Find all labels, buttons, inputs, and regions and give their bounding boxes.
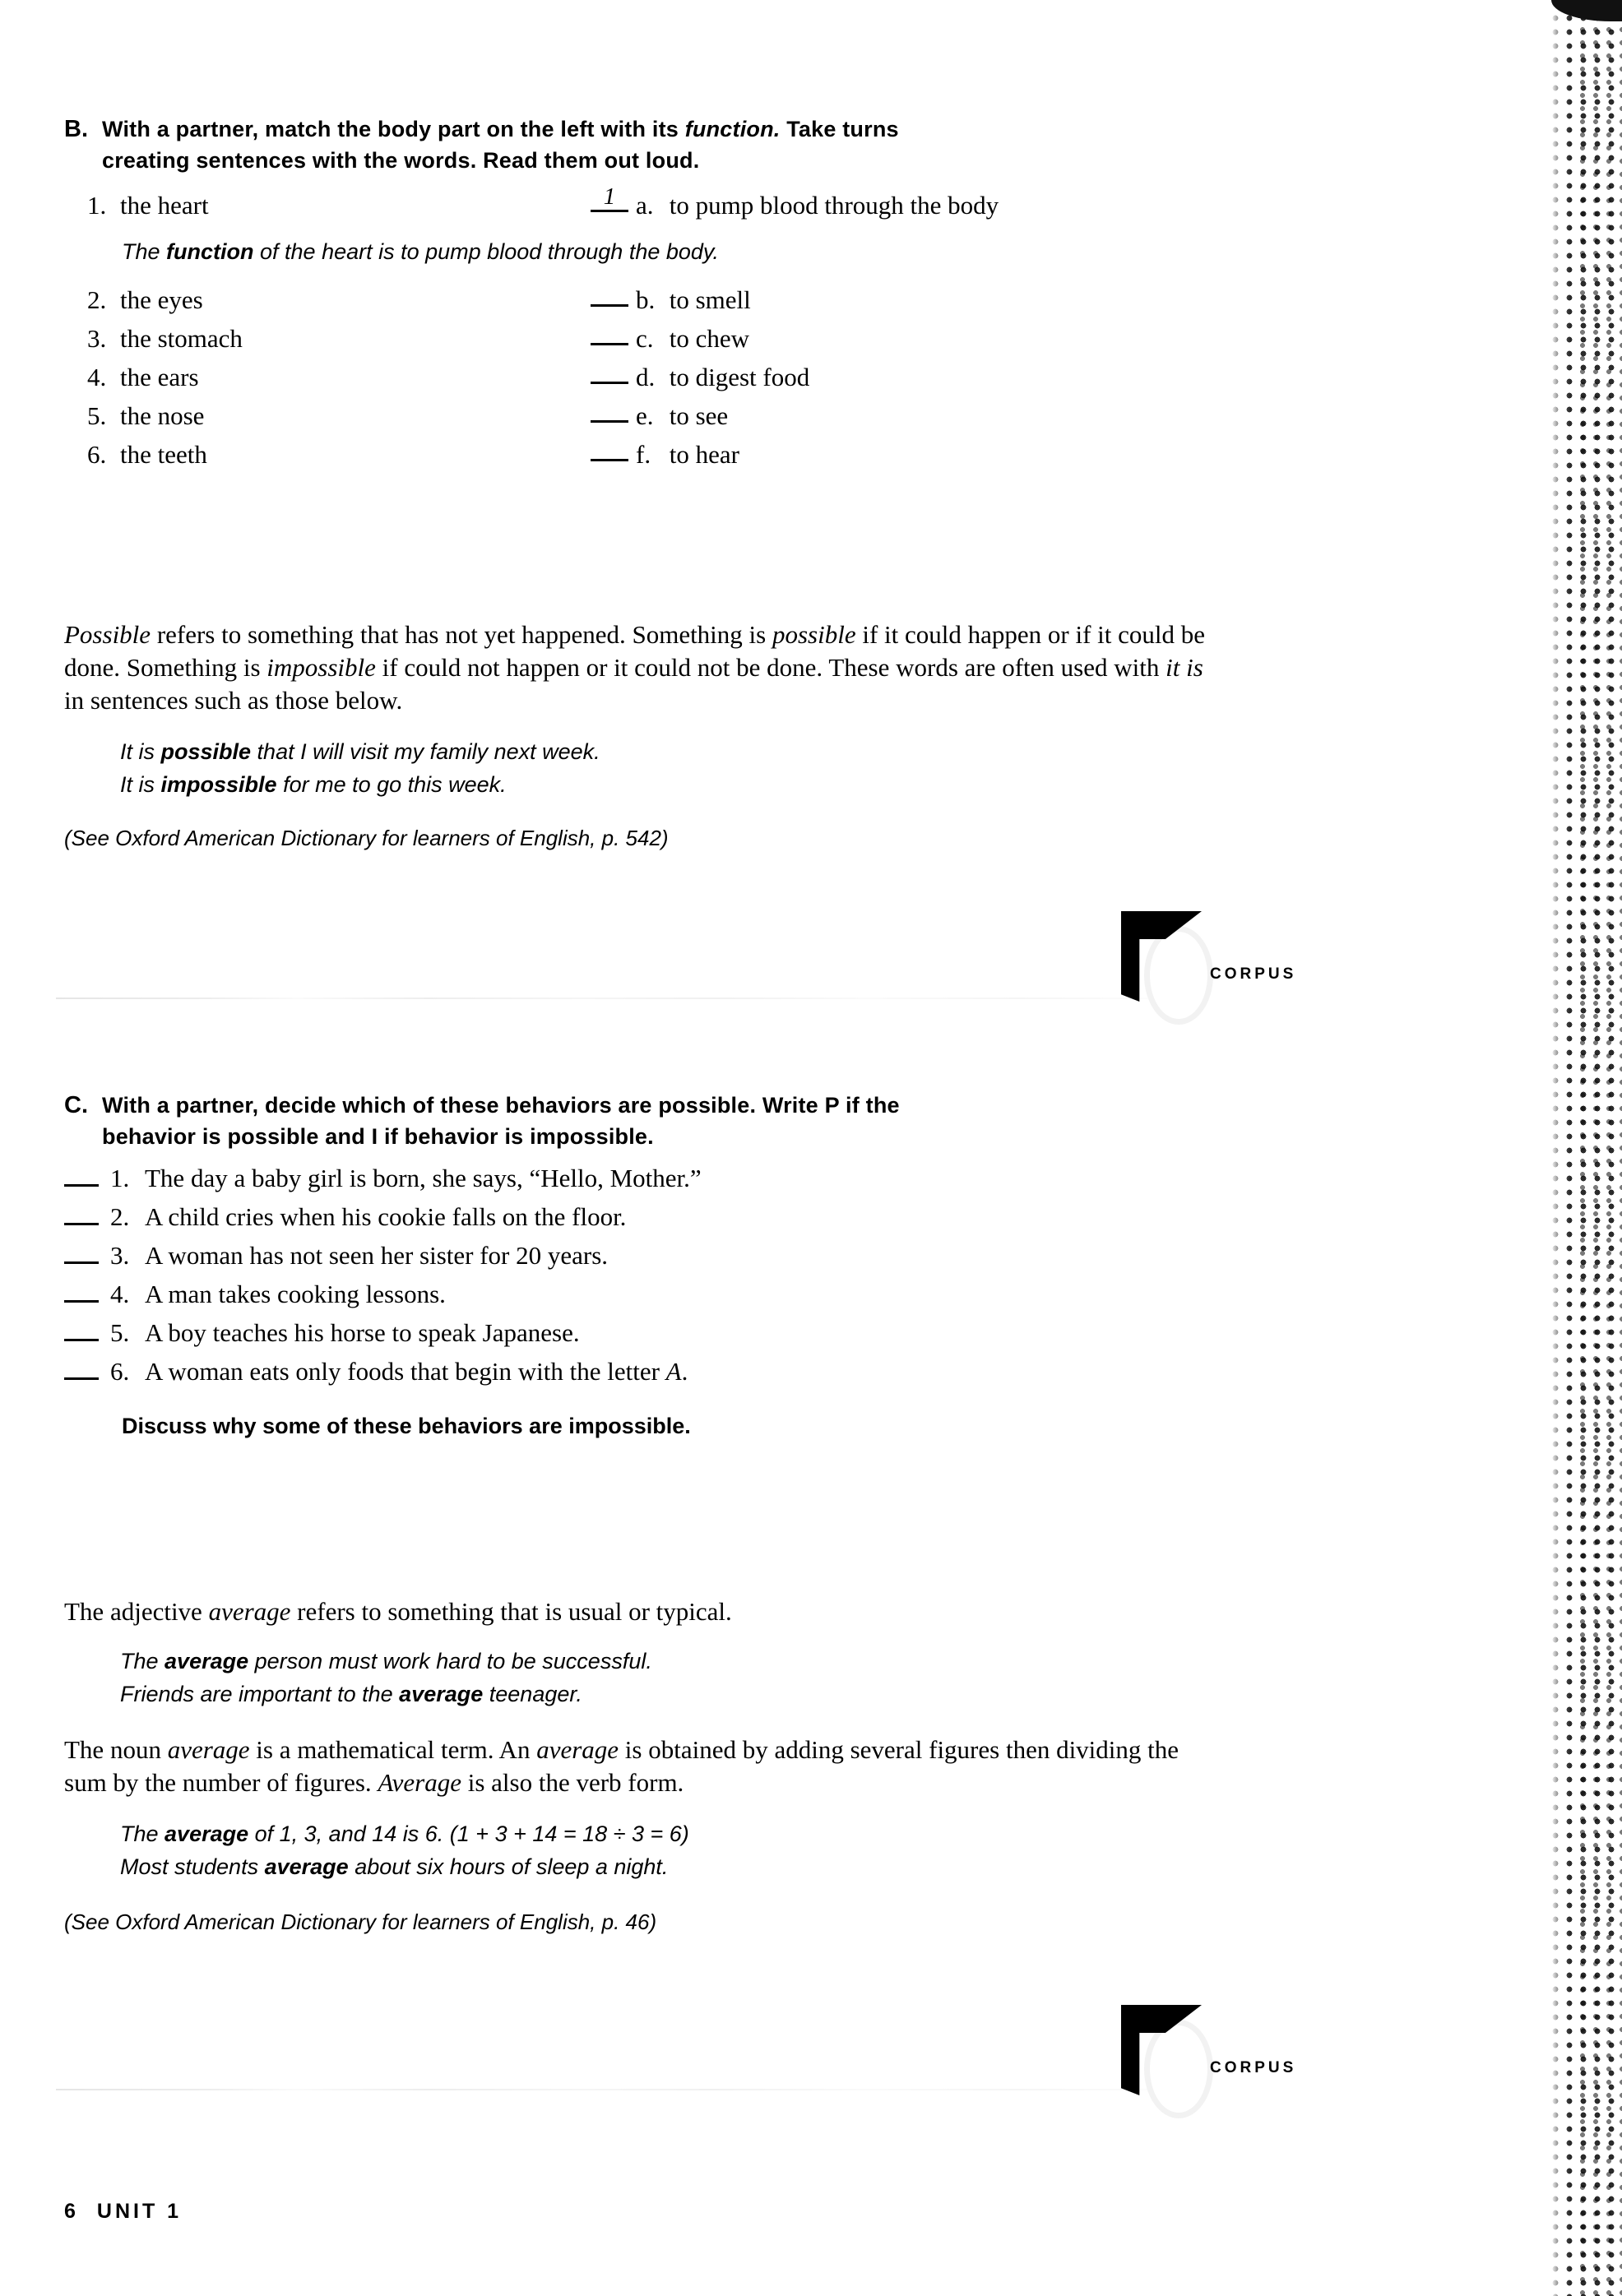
exercise-c-letter: C. [64, 1092, 88, 1118]
possible-text-1: refers to something that has not yet happened. Something is [151, 620, 772, 649]
model-sentence-pre: The [122, 239, 167, 264]
match-row [64, 285, 1232, 324]
exercise-c-instr-p: P [824, 1093, 840, 1118]
match-row [64, 440, 1232, 479]
pi-answer-blank[interactable] [64, 1247, 99, 1264]
list-item-number: 3. [110, 1241, 130, 1270]
possible-term-2: possible [772, 620, 856, 649]
match-answer-blank[interactable] [591, 326, 628, 345]
exercise-c-instr-possible: possible [227, 1124, 319, 1149]
average-noun-example-2-post: about six hours of sleep a night. [348, 1854, 669, 1879]
average-adj-example-1 [64, 1645, 1224, 1678]
list-item-text: A man takes cooking lessons. [145, 1280, 446, 1308]
match-option-letter: e. [636, 401, 654, 430]
possible-example-2 [64, 768, 1224, 801]
possible-citation: (See Oxford American Dictionary for learners of English, p. 542) [64, 826, 669, 850]
list-item-number: 6. [110, 1357, 130, 1386]
match-option-text: to pump blood through the body [669, 191, 999, 220]
exercise-c-instr-e: if behavior is [378, 1124, 531, 1149]
list-item [64, 1318, 1232, 1357]
pi-answer-blank[interactable] [64, 1363, 99, 1380]
model-sentence-post: of the heart is to pump blood through the body. [253, 239, 719, 264]
list-item-text: A child cries when his cookie falls on the floor. [145, 1202, 627, 1231]
exercise-c-instr-f: . [647, 1124, 654, 1149]
match-option-letter: c. [636, 324, 654, 353]
match-left-number: 5. [87, 401, 107, 430]
possible-impossible-list [64, 1164, 1232, 1396]
average-noun-text-4: is also the verb form. [461, 1768, 684, 1797]
match-answer-blank[interactable] [591, 442, 628, 461]
pi-answer-blank[interactable] [64, 1169, 99, 1187]
match-left-number: 6. [87, 440, 107, 469]
match-answer-blank[interactable] [591, 404, 628, 423]
average-adj-example-2-pre: Friends are important to the [120, 1682, 400, 1706]
average-noun-example-2-pre: Most students [120, 1854, 265, 1879]
match-row [64, 324, 1232, 363]
average-noun-example-1-pre: The [120, 1822, 165, 1846]
exercise-b-letter: B. [64, 116, 88, 142]
corpus-label: CORPUS [1210, 2059, 1297, 2076]
average-noun-paragraph [64, 1734, 1224, 1799]
average-adj-term: average [208, 1597, 291, 1626]
average-noun-example-1 [64, 1817, 1224, 1850]
corpus-label: CORPUS [1210, 965, 1297, 983]
match-left-number: 3. [87, 324, 107, 353]
match-right-item [591, 191, 999, 220]
list-item-text [145, 1357, 688, 1386]
average-adj-text-2: refers to something that is usual or typical. [290, 1597, 732, 1626]
average-noun-text-2: is a mathematical term. An [249, 1735, 537, 1764]
match-left-item [64, 285, 591, 315]
exercise-c-instr-b: if the [839, 1093, 900, 1118]
model-sentence-bold: function [166, 239, 254, 264]
match-option-letter: f. [636, 440, 651, 469]
scan-edge-gutter [1533, 0, 1551, 2296]
match-right-item [591, 401, 728, 431]
match-left-label: the teeth [120, 440, 207, 469]
match-option-text: to smell [669, 285, 751, 314]
average-adjective-paragraph [64, 1595, 1224, 1628]
list-item-number: 1. [110, 1164, 130, 1192]
possible-explanation-block [64, 618, 1224, 851]
exercise-b-instruction-part1: With a partner, match the body part on the left with its [102, 117, 685, 141]
match-option-letter: d. [636, 363, 656, 391]
match-right-item [591, 363, 809, 392]
faint-rule-1 [56, 998, 1150, 999]
possible-term-4: it is [1166, 653, 1203, 682]
model-sentence [64, 236, 1232, 267]
list-item-number: 4. [110, 1280, 130, 1308]
match-left-label: the ears [120, 363, 199, 391]
match-left-label: the nose [120, 401, 205, 430]
exercise-c [64, 1090, 1232, 1439]
average-adj-text-1: The adjective [64, 1597, 209, 1626]
possible-example-2-pre: It is [120, 772, 161, 797]
faint-rule-2 [56, 2089, 1150, 2090]
exercise-c-instr-i: I [371, 1124, 378, 1149]
match-left-item [64, 324, 591, 354]
match-option-letter: b. [636, 285, 656, 314]
average-adj-example-1-post: person must work hard to be successful. [248, 1649, 652, 1673]
average-noun-example-2-bold: average [264, 1854, 349, 1879]
list-item-text: A woman has not seen her sister for 20 years. [145, 1241, 609, 1270]
exercise-c-instruction [102, 1090, 1232, 1152]
possible-text-2: if it could happen or if it could be done. Something is [64, 620, 1206, 682]
pi-answer-blank[interactable] [64, 1324, 99, 1341]
average-adj-example-1-pre: The [120, 1649, 165, 1673]
match-left-item [64, 440, 591, 470]
list-item-text-main: A woman eats only foods that begin with the letter [145, 1357, 666, 1386]
corpus-ghost-c-icon [1144, 926, 1213, 1025]
possible-term-1: Possible [64, 620, 151, 649]
pi-answer-blank[interactable] [64, 1208, 99, 1225]
page-footer [64, 2200, 182, 2224]
average-adj-example-2 [64, 1678, 1224, 1710]
possible-text-4: in sentences such as those below. [64, 686, 403, 715]
possible-term-3: impossible [266, 653, 376, 682]
list-item-text: The day a baby girl is born, she says, “Hello, Mother.” [145, 1164, 702, 1192]
exercise-b-instruction-part2: Take turns [780, 117, 899, 141]
possible-example-2-post: for me to go this week. [276, 772, 507, 797]
scan-edge-halftone-dense [1579, 0, 1622, 2296]
corpus-ghost-c-icon [1144, 2020, 1213, 2118]
match-option-text: to hear [669, 440, 739, 469]
match-right-item [591, 324, 749, 354]
list-item-text: A boy teaches his horse to speak Japanese. [145, 1318, 580, 1347]
match-row [64, 401, 1232, 440]
average-noun-term-1: average [167, 1735, 250, 1764]
match-right-item [591, 440, 739, 470]
exercise-b-header [64, 113, 1232, 176]
match-left-label: the eyes [120, 285, 203, 314]
average-explanation-block [64, 1595, 1224, 1935]
possible-example-2-bold: impossible [160, 772, 277, 797]
corpus-logo-2 [1121, 2005, 1297, 2128]
match-option-text: to digest food [669, 363, 810, 391]
exercise-c-instr-impossible: impossible [530, 1124, 648, 1149]
match-left-number: 1. [87, 191, 107, 220]
match-answer-blank[interactable] [591, 193, 628, 212]
average-adj-example-2-bold: average [399, 1682, 484, 1706]
discuss-prompt: Discuss why some of these behaviors are impossible. [122, 1414, 691, 1438]
possible-text-3: if could not happen or it could not be done. These words are often used with [375, 653, 1166, 682]
match-row [64, 363, 1232, 401]
average-adj-example-2-post: teenager. [483, 1682, 582, 1706]
match-option-text: to chew [669, 324, 750, 353]
match-option-text: to see [669, 401, 729, 430]
list-item [64, 1241, 1232, 1280]
possible-example-1-pre: It is [120, 739, 161, 764]
list-item [64, 1357, 1232, 1396]
list-item-number: 2. [110, 1202, 130, 1231]
match-answer-blank[interactable] [591, 288, 628, 307]
average-noun-example-1-post: of 1, 3, and 14 is 6. (1 + 3 + 14 = 18 ÷ 3 = 6) [248, 1822, 689, 1846]
exercise-c-header [64, 1090, 1232, 1152]
footer-page-number: 6 [64, 2200, 79, 2223]
match-left-label: the heart [120, 191, 209, 220]
list-item-number: 5. [110, 1318, 130, 1347]
exercise-b-instruction [102, 113, 1232, 176]
match-left-item [64, 363, 591, 392]
exercise-c-instr-d: and [318, 1124, 372, 1149]
match-right-item [591, 285, 751, 315]
match-left-number: 4. [87, 363, 107, 391]
possible-example-1-bold: possible [160, 739, 252, 764]
list-item [64, 1164, 1232, 1202]
corpus-logo-1 [1121, 911, 1297, 1035]
possible-paragraph [64, 618, 1224, 717]
match-option-letter: a. [636, 191, 654, 220]
exercise-b [64, 113, 1232, 479]
footer-unit-label: UNIT 1 [96, 2200, 183, 2223]
exercise-c-instr-c: behavior is [102, 1124, 228, 1149]
matching-exercise [64, 191, 1232, 479]
exercise-b-instruction-italic: function. [684, 117, 781, 141]
possible-example-1 [64, 735, 1224, 768]
list-item-text-tail: . [681, 1357, 688, 1386]
list-item-text-italic: A [665, 1357, 682, 1386]
match-left-label: the stomach [120, 324, 243, 353]
average-noun-example-1-bold: average [165, 1822, 249, 1846]
average-noun-text-1: The noun [64, 1735, 168, 1764]
possible-example-1-post: that I will visit my family next week. [251, 739, 600, 764]
average-adj-example-1-bold: average [165, 1649, 249, 1673]
match-answer-blank[interactable] [591, 365, 628, 384]
exercise-b-instruction-line2: creating sentences with the words. Read them out loud. [102, 148, 700, 173]
exercise-c-instr-a: With a partner, decide which of these behaviors are possible. Write [102, 1093, 825, 1118]
match-row [64, 191, 1232, 229]
average-noun-example-2 [64, 1850, 1224, 1883]
match-left-item [64, 191, 591, 220]
match-left-number: 2. [87, 285, 107, 314]
average-noun-term-2: average [536, 1735, 619, 1764]
average-noun-term-3: Average [378, 1768, 461, 1797]
average-noun-text-3: is obtained by adding several figures then dividing the sum by the number of figures. [64, 1735, 1179, 1797]
list-item [64, 1202, 1232, 1241]
average-citation: (See Oxford American Dictionary for learners of English, p. 46) [64, 1909, 657, 1934]
list-item [64, 1280, 1232, 1318]
match-left-item [64, 401, 591, 431]
pi-answer-blank[interactable] [64, 1285, 99, 1303]
